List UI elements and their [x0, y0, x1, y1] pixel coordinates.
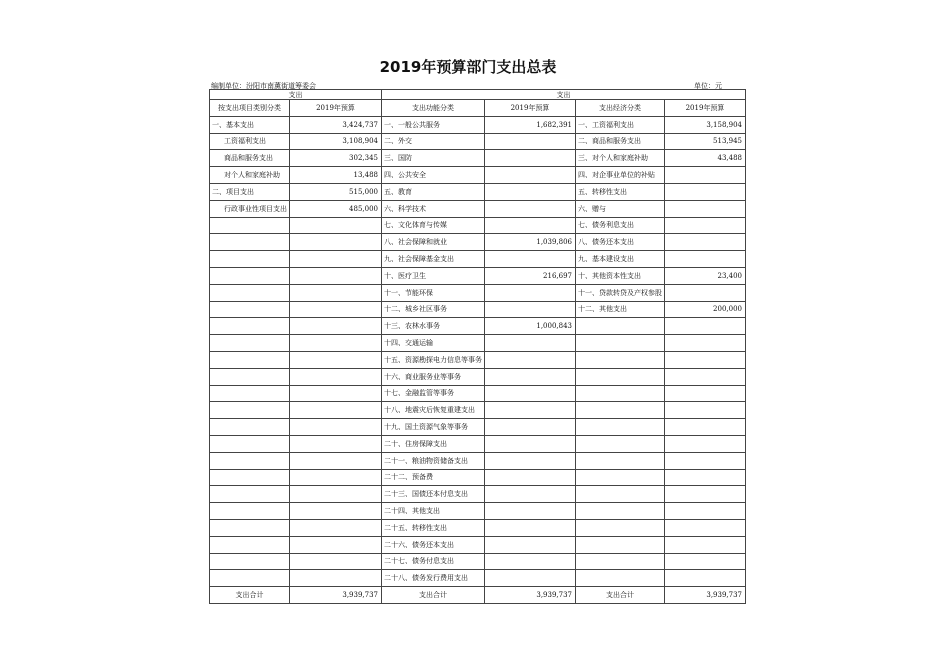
table-cell: 六、赠与	[576, 200, 665, 217]
table-cell: 216,697	[485, 267, 576, 284]
total-cell: 支出合计	[382, 587, 485, 604]
table-cell	[290, 217, 382, 234]
table-row	[210, 368, 746, 385]
table-cell	[665, 284, 746, 301]
table-cell: 二十四、其他支出	[382, 503, 485, 520]
table-cell	[576, 335, 665, 352]
table-cell	[485, 217, 576, 234]
table-cell	[665, 335, 746, 352]
table-cell	[485, 335, 576, 352]
table-cell: 四、公共安全	[382, 167, 485, 184]
table-cell	[576, 519, 665, 536]
table-cell	[665, 570, 746, 587]
table-cell	[290, 469, 382, 486]
table-cell: 九、基本建设支出	[576, 251, 665, 268]
table-cell: 十一、贷款转贷及产权参股	[576, 284, 665, 301]
table-cell	[576, 419, 665, 436]
table-cell	[665, 469, 746, 486]
table-cell	[210, 251, 290, 268]
table-row	[210, 419, 746, 436]
table-cell	[665, 435, 746, 452]
table-cell	[210, 368, 290, 385]
table-cell	[290, 570, 382, 587]
table-row	[210, 519, 746, 536]
table-cell	[290, 486, 382, 503]
table-row	[210, 200, 746, 217]
table-cell	[576, 368, 665, 385]
table-cell: 四、对企事业单位的补贴	[576, 167, 665, 184]
table-cell	[485, 553, 576, 570]
table-cell	[210, 301, 290, 318]
section-right: 支出	[382, 90, 746, 100]
table-cell	[576, 385, 665, 402]
table-cell: 十二、城乡社区事务	[382, 301, 485, 318]
table-cell: 23,400	[665, 267, 746, 284]
table-cell: 工资福利支出	[210, 133, 290, 150]
table-cell	[665, 452, 746, 469]
table-cell	[665, 251, 746, 268]
table-cell: 十一、节能环保	[382, 284, 485, 301]
table-row	[210, 301, 746, 318]
table-cell: 13,488	[290, 167, 382, 184]
table-row	[210, 402, 746, 419]
table-cell	[485, 536, 576, 553]
table-cell	[210, 503, 290, 520]
table-cell	[485, 368, 576, 385]
table-cell	[485, 301, 576, 318]
table-cell: 十、医疗卫生	[382, 267, 485, 284]
table-cell: 十五、资源勘探电力信息等事务	[382, 351, 485, 368]
total-cell: 支出合计	[210, 587, 290, 604]
table-cell: 二十、住房保障支出	[382, 435, 485, 452]
table-row	[210, 217, 746, 234]
table-cell	[210, 536, 290, 553]
table-cell	[485, 351, 576, 368]
table-cell	[485, 284, 576, 301]
table-cell	[210, 469, 290, 486]
table-cell	[665, 234, 746, 251]
table-cell	[485, 385, 576, 402]
table-cell	[576, 469, 665, 486]
table-cell	[290, 351, 382, 368]
table-cell	[290, 452, 382, 469]
table-cell	[576, 452, 665, 469]
total-cell: 3,939,737	[290, 587, 382, 604]
table-cell: 三、国防	[382, 150, 485, 167]
table-row	[210, 234, 746, 251]
table-cell	[665, 402, 746, 419]
table-cell	[485, 402, 576, 419]
table-cell	[576, 435, 665, 452]
table-cell: 商品和服务支出	[210, 150, 290, 167]
table-row	[210, 486, 746, 503]
table-cell: 200,000	[665, 301, 746, 318]
table-cell	[576, 318, 665, 335]
table-cell: 二、商品和服务支出	[576, 133, 665, 150]
table-cell	[210, 519, 290, 536]
table-cell	[290, 402, 382, 419]
table-cell: 十三、农林水事务	[382, 318, 485, 335]
table-cell: 五、转移性支出	[576, 183, 665, 200]
table-cell: 1,039,806	[485, 234, 576, 251]
table-cell	[665, 553, 746, 570]
table-cell: 十九、国土资源气象等事务	[382, 419, 485, 436]
table-cell	[210, 402, 290, 419]
table-cell	[290, 435, 382, 452]
table-cell: 3,424,737	[290, 116, 382, 133]
table-cell: 七、文化体育与传媒	[382, 217, 485, 234]
table-cell: 二十一、粮油物资储备支出	[382, 452, 485, 469]
table-cell	[210, 267, 290, 284]
table-cell: 六、科学技术	[382, 200, 485, 217]
table-cell: 十、其他资本性支出	[576, 267, 665, 284]
table-cell	[665, 503, 746, 520]
table-row	[210, 570, 746, 587]
header-cell: 按支出项目类别分类	[210, 100, 290, 117]
table-cell: 二十六、债务还本支出	[382, 536, 485, 553]
table-row	[210, 318, 746, 335]
table-cell	[210, 217, 290, 234]
table-row	[210, 536, 746, 553]
table-cell: 十四、交通运输	[382, 335, 485, 352]
table-cell	[210, 385, 290, 402]
table-cell: 一、基本支出	[210, 116, 290, 133]
table-cell: 302,345	[290, 150, 382, 167]
table-cell: 对个人和家庭补助	[210, 167, 290, 184]
table-cell	[485, 452, 576, 469]
table-cell: 一、工资福利支出	[576, 116, 665, 133]
table-cell	[210, 553, 290, 570]
table-cell	[576, 553, 665, 570]
budget-table	[209, 89, 746, 604]
table-row	[210, 133, 746, 150]
unit-label: 编制单位：汾阳市南薰街道筹委会	[211, 82, 316, 90]
table-cell	[210, 318, 290, 335]
table-cell	[290, 385, 382, 402]
table-cell: 二十三、国债还本付息支出	[382, 486, 485, 503]
table-cell	[290, 335, 382, 352]
table-cell	[210, 351, 290, 368]
table-cell	[485, 435, 576, 452]
table-cell	[485, 419, 576, 436]
table-cell: 485,000	[290, 200, 382, 217]
table-cell: 3,158,904	[665, 116, 746, 133]
table-cell: 九、社会保障基金支出	[382, 251, 485, 268]
table-cell: 一、一般公共服务	[382, 116, 485, 133]
table-cell	[290, 536, 382, 553]
table-row	[210, 351, 746, 368]
table-cell	[290, 301, 382, 318]
table-cell	[210, 570, 290, 587]
total-cell: 支出合计	[576, 587, 665, 604]
table-cell: 二、项目支出	[210, 183, 290, 200]
table-row	[210, 167, 746, 184]
table-cell: 行政事业性项目支出	[210, 200, 290, 217]
table-cell	[576, 503, 665, 520]
table-row	[210, 503, 746, 520]
table-cell	[210, 284, 290, 301]
header-cell: 支出功能分类	[382, 100, 485, 117]
table-cell	[576, 486, 665, 503]
table-cell: 1,682,391	[485, 116, 576, 133]
table-cell: 十八、地震灾后恢复重建支出	[382, 402, 485, 419]
table-cell	[665, 536, 746, 553]
table-cell	[290, 251, 382, 268]
table-cell	[290, 284, 382, 301]
totals-row	[210, 587, 746, 604]
page-title: 2019年预算部门支出总表	[379, 58, 557, 76]
table-cell	[665, 318, 746, 335]
table-cell	[290, 368, 382, 385]
table-row	[210, 335, 746, 352]
table-cell	[665, 217, 746, 234]
table-cell	[485, 570, 576, 587]
table-cell: 三、对个人和家庭补助	[576, 150, 665, 167]
table-row	[210, 267, 746, 284]
table-cell: 二十八、债务发行费用支出	[382, 570, 485, 587]
table-cell	[290, 503, 382, 520]
table-cell: 十七、金融监管等事务	[382, 385, 485, 402]
table-cell: 二十二、预备费	[382, 469, 485, 486]
section-left: 支出	[210, 90, 382, 100]
table-cell: 二、外交	[382, 133, 485, 150]
table-row	[210, 116, 746, 133]
total-cell: 3,939,737	[485, 587, 576, 604]
table-cell	[665, 200, 746, 217]
table-cell	[210, 419, 290, 436]
table-cell	[210, 452, 290, 469]
table-cell	[485, 150, 576, 167]
table-cell	[485, 251, 576, 268]
table-cell: 513,945	[665, 133, 746, 150]
table-cell	[485, 519, 576, 536]
table-cell	[290, 234, 382, 251]
unit-right: 单位：元	[694, 82, 722, 90]
table-row	[210, 469, 746, 486]
table-cell	[290, 519, 382, 536]
header-cell: 2019年预算	[665, 100, 746, 117]
table-row	[210, 150, 746, 167]
table-cell	[665, 486, 746, 503]
table-row	[210, 251, 746, 268]
table-cell: 515,000	[290, 183, 382, 200]
table-cell	[485, 200, 576, 217]
table-cell	[210, 335, 290, 352]
table-cell	[290, 553, 382, 570]
table-cell: 43,488	[665, 150, 746, 167]
table-cell: 二十五、转移性支出	[382, 519, 485, 536]
table-row	[210, 435, 746, 452]
table-cell	[485, 133, 576, 150]
table-cell: 十二、其他支出	[576, 301, 665, 318]
table-cell	[485, 503, 576, 520]
table-row	[210, 452, 746, 469]
table-cell	[485, 183, 576, 200]
table-cell: 八、社会保障和就业	[382, 234, 485, 251]
table-cell	[665, 519, 746, 536]
table-cell	[485, 167, 576, 184]
table-cell	[485, 469, 576, 486]
table-cell	[665, 167, 746, 184]
header-cell: 2019年预算	[485, 100, 576, 117]
table-cell	[290, 318, 382, 335]
table-row	[210, 553, 746, 570]
table-cell	[290, 267, 382, 284]
table-cell	[576, 536, 665, 553]
table-cell: 七、债务利息支出	[576, 217, 665, 234]
table-cell	[576, 351, 665, 368]
table-cell: 五、教育	[382, 183, 485, 200]
table-cell: 1,000,843	[485, 318, 576, 335]
header-cell: 2019年预算	[290, 100, 382, 117]
table-cell	[290, 419, 382, 436]
table-row	[210, 183, 746, 200]
section-row	[210, 90, 746, 100]
table-cell	[665, 351, 746, 368]
table-cell	[485, 486, 576, 503]
header-cell: 支出经济分类	[576, 100, 665, 117]
table-cell	[576, 570, 665, 587]
table-row	[210, 284, 746, 301]
table-cell	[665, 183, 746, 200]
table-cell	[210, 435, 290, 452]
table-cell	[576, 402, 665, 419]
table-cell	[665, 385, 746, 402]
table-cell: 二十七、债务付息支出	[382, 553, 485, 570]
table-cell: 八、债务还本支出	[576, 234, 665, 251]
table-cell: 十六、商业服务业等事务	[382, 368, 485, 385]
table-cell	[210, 486, 290, 503]
header-row	[210, 100, 746, 117]
table-cell	[210, 234, 290, 251]
table-cell	[665, 368, 746, 385]
total-cell: 3,939,737	[665, 587, 746, 604]
table-cell	[665, 419, 746, 436]
table-cell: 3,108,904	[290, 133, 382, 150]
table-row	[210, 385, 746, 402]
